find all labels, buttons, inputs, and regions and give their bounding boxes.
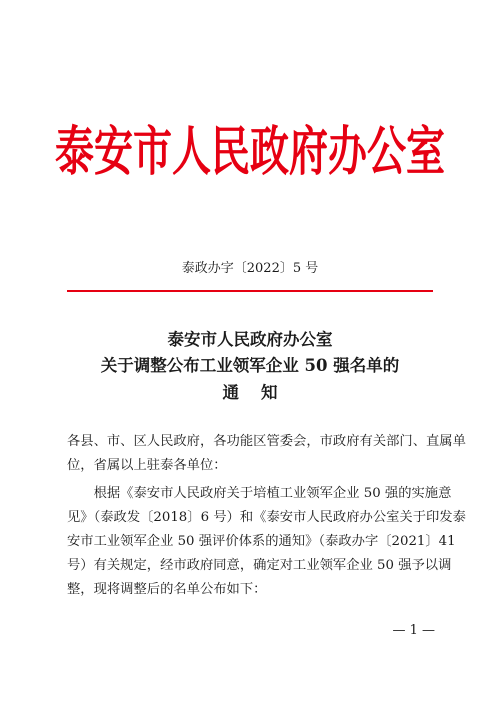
title-line-3: 通知 (222, 383, 300, 402)
red-divider-line (67, 290, 433, 292)
salutation-line-2: 位，省属以上驻泰各单位： (67, 458, 227, 473)
body-line-3: 安市工业领军企业 50 强评价体系的通知》（泰政办字〔2021〕41 (67, 534, 456, 549)
salutation-paragraph (67, 430, 466, 478)
body-paragraph (67, 482, 466, 602)
body-line-5: 整，现将调整后的名单公布如下： (67, 582, 267, 597)
body-line-2: 见》（泰政发〔2018〕6 号）和《泰安市人民政府办公室关于印发泰 (67, 510, 466, 525)
body-line-1: 根据《泰安市人民政府关于培植工业领军企业 50 强的实施意 (67, 486, 452, 501)
page-number: — 1 — (392, 623, 435, 638)
body-line-4: 号）有关规定，经市政府同意，确定对工业领军企业 50 强予以调 (67, 558, 452, 573)
title-line-1: 泰安市人民政府办公室 (167, 330, 333, 349)
salutation-line-1: 各县、市、区人民政府，各功能区管委会，市政府有关部门、直属单 (67, 434, 466, 449)
title-line-2: 关于调整公布工业领军企业 50 强名单的 (100, 356, 400, 375)
document-number: 泰政办字〔2022〕5 号 (181, 261, 319, 276)
masthead-title: 泰安市人民政府办公室 (54, 120, 445, 184)
